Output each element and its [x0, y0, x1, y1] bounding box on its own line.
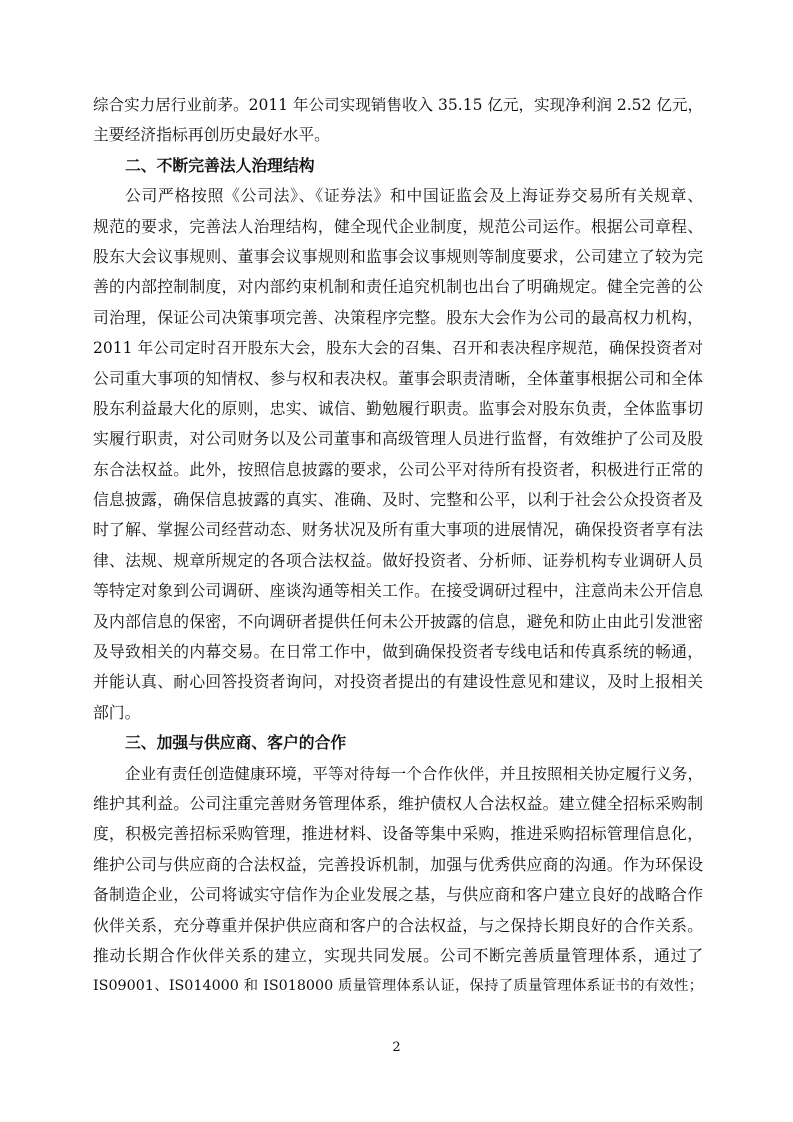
page-number: 2: [392, 1040, 401, 1055]
text-line: 备制造企业，公司将诚实守信作为企业发展之基，与供应商和客户建立良好的战略合作: [93, 885, 703, 905]
section-heading-governance: 二、不断完善法人治理结构: [125, 155, 315, 175]
text-line: 度，积极完善招标采购管理，推进材料、设备等集中采购，推进采购招标管理信息化，: [93, 824, 703, 844]
section-heading-suppliers: 三、加强与供应商、客户的合作: [125, 733, 347, 753]
text-line: 东合法权益。此外，按照信息披露的要求，公司公平对待所有投资者，积极进行正常的: [93, 459, 703, 479]
governance-paragraph: [93, 181, 703, 728]
text-line: 股东利益最大化的原则，忠实、诚信、勤勉履行职责。监事会对股东负责，全体监事切: [93, 398, 703, 418]
text-line: 并能认真、耐心回答投资者询问，对投资者提出的有建设性意见和建议，及时上报相关: [93, 672, 703, 692]
text-line: 伙伴关系，充分尊重并保护供应商和客户的合法权益，与之保持长期良好的合作关系。: [93, 915, 703, 935]
text-line: 公司重大事项的知情权、参与权和表决权。董事会职责清晰，全体董事根据公司和全体: [93, 368, 703, 388]
text-line: 维护公司与供应商的合法权益，完善投诉机制，加强与优秀供应商的沟通。作为环保设: [93, 854, 703, 874]
text-line: 股东大会议事规则、董事会议事规则和监事会议事规则等制度要求，公司建立了较为完: [93, 246, 703, 266]
intro-paragraph: [93, 90, 703, 151]
text-line: 实履行职责，对公司财务以及公司董事和高级管理人员进行监督，有效维护了公司及股: [93, 429, 703, 449]
text-line: 规范的要求，完善法人治理结构，健全现代企业制度，规范公司运作。根据公司章程、: [93, 216, 703, 236]
text-line: 时了解、掌握公司经营动态、财务状况及所有重大事项的进展情况，确保投资者享有法: [93, 520, 703, 540]
document-page: [93, 90, 703, 1002]
text-line: 律、法规、规章所规定的各项合法权益。做好投资者、分析师、证券机构专业调研人员: [93, 550, 703, 570]
suppliers-paragraph: [93, 759, 703, 1002]
text-line: 2011 年公司定时召开股东大会，股东大会的召集、召开和表决程序规范，确保投资者对: [93, 339, 703, 358]
text-line: 等特定对象到公司调研、座谈沟通等相关工作。在接受调研过程中，注意尚未公开信息: [93, 581, 703, 601]
text-line: 推动长期合作伙伴关系的建立，实现共同发展。公司不断完善质量管理体系，通过了: [93, 945, 703, 965]
text-line: 企业有责任创造健康环境，平等对待每一个合作伙伴，并且按照相关协定履行义务，: [125, 764, 703, 783]
text-line: 公司严格按照《公司法》、《证券法》和中国证监会及上海证券交易所有关规章、: [125, 186, 703, 206]
text-line: 部门。: [93, 702, 141, 722]
text-line: IS09001、IS014000 和 IS018000 质量管理体系认证，保持了质量管理体系证书的有效性；: [93, 978, 703, 995]
text-line: 司治理，保证公司决策事项完善、决策程序完整。股东大会作为公司的最高权力机构，: [93, 307, 703, 327]
text-line: 信息披露，确保信息披露的真实、准确、及时、完整和公平，以利于社会公众投资者及: [93, 490, 703, 510]
text-line: 主要经济指标再创历史最好水平。: [93, 125, 330, 145]
text-line: 及导致相关的内幕交易。在日常工作中，做到确保投资者专线电话和传真系统的畅通，: [93, 642, 703, 662]
text-line: 综合实力居行业前茅。2011 年公司实现销售收入 35.15 亿元，实现净利润 2.52 亿元，: [93, 96, 703, 114]
text-line: 维护其利益。公司注重完善财务管理体系，维护债权人合法权益。建立健全招标采购制: [93, 793, 703, 813]
text-line: 及内部信息的保密，不向调研者提供任何未公开披露的信息，避免和防止由此引发泄密: [93, 611, 703, 631]
text-line: 善的内部控制制度，对内部约束机制和责任追究机制也出台了明确规定。健全完善的公: [93, 277, 703, 297]
